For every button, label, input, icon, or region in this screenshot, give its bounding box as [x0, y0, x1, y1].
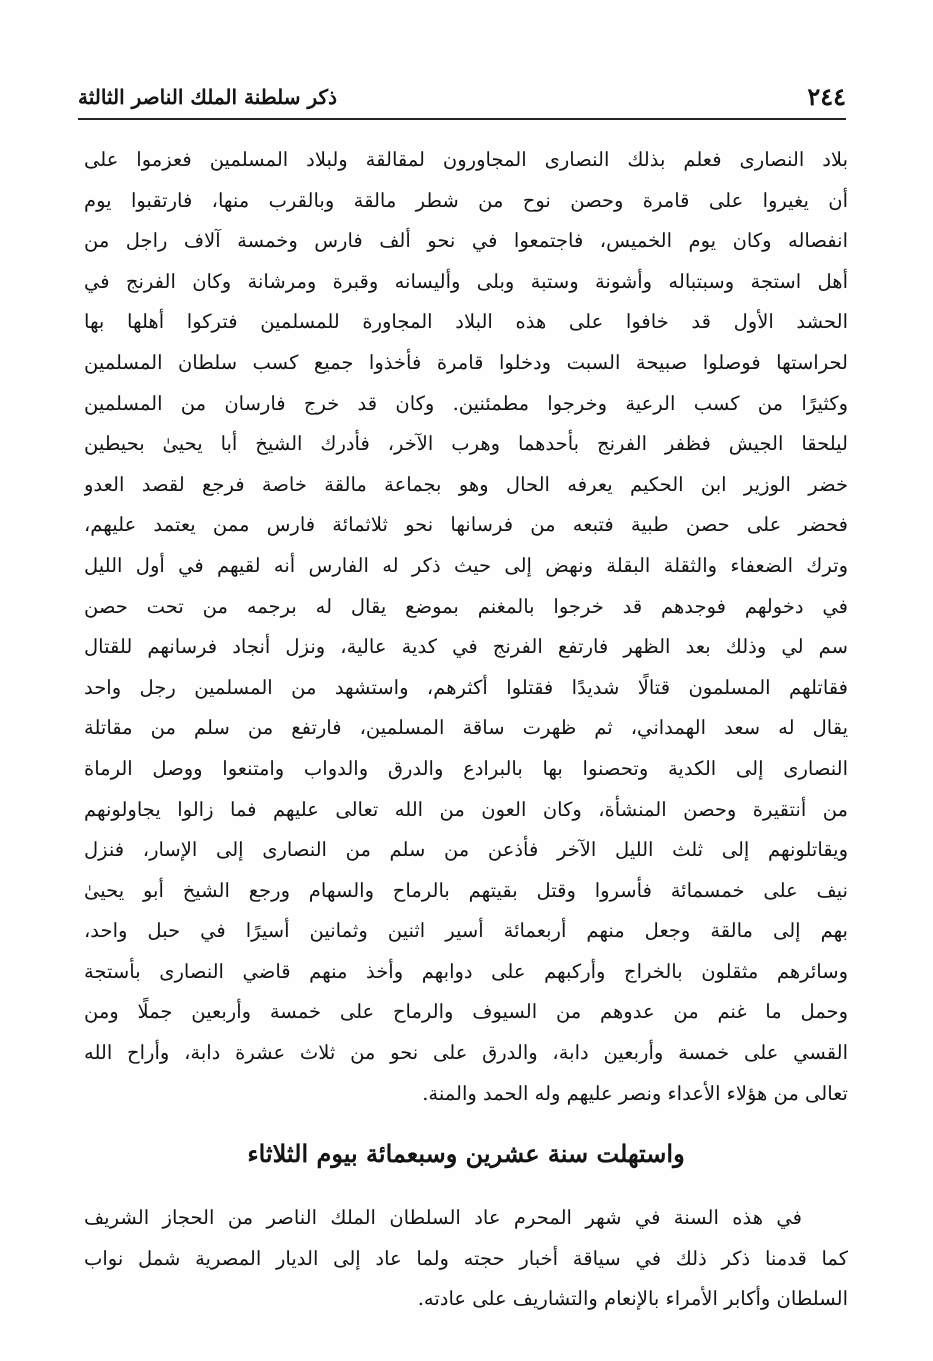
text-line: أهل استجة وسبتباله وأشونة وستبة وبلى وأليسانه وقبرة ومرشانة وكان الفرنج في: [84, 269, 848, 293]
text-line: في هذه السنة في شهر المحرم عاد السلطان الملك الناصر من الحجاز الشريف: [84, 1206, 802, 1229]
text-line: كما قدمنا ذكر ذلك في سياقة أخبار حجته ولما عاد إلى الديار المصرية شمل نواب: [84, 1246, 848, 1270]
page-number: ٢٤٤: [807, 82, 846, 111]
header-divider: [78, 118, 846, 120]
text-line: وسائرهم مثقلون بالخراج وأركبهم على دوابهم وأخذ منهم قاضي النصارى بأستجة: [84, 959, 848, 983]
text-line: وكثيرًا من كسب الرعية وخرجوا مطمئنين. وكان قد خرج فارسان من المسلمين: [84, 391, 848, 415]
text-line: أن يغيروا على قامرة وحصن نوح من شطر مالقة وبالقرب منها، فارتقبوا يوم: [84, 188, 848, 212]
text-line: من أنتقيرة وحصن المنشأة، وكان العون من الله تعالى عليهم فما زالوا يجاولونهم: [84, 797, 848, 821]
text-line: النصارى إلى الكدية وتحصنوا بها بالبرادع والدرق والدواب وامتنعوا ووصل الرماة: [84, 756, 848, 780]
main-paragraph: [84, 140, 848, 1114]
text-line: فقاتلهم المسلمون قتالًا شديدًا فقتلوا أكثرهم، واستشهد من المسلمين رجل واحد: [84, 675, 848, 699]
text-line: السلطان وأكابر الأمراء بالإنعام والتشاريف على عادته.: [417, 1287, 848, 1311]
section-heading: واستهلت سنة عشرين وسبعمائة بيوم الثلاثاء: [247, 1139, 685, 1168]
text-line: الحشد الأول قد خافوا على هذه البلاد المجاورة للمسلمين فتركوا أهلها بها: [84, 310, 848, 334]
text-line: القسي على خمسة وأربعين دابة، والدرق على نحو من ثلاث عشرة دابة، وأراح الله: [84, 1041, 848, 1065]
text-line: في دخولهم فوجدهم قد خرجوا بالمغنم بموضع يقال له برجمه من تحت حصن: [84, 594, 848, 618]
text-line: انفصاله وكان يوم الخميس، فاجتمعوا في نحو ألف فارس وخمسة آلاف راجل من: [84, 229, 848, 253]
text-line: وترك الضعفاء والثقلة البقلة ونهض إلى حيث ذكر له الفارس أنه لقيهم في أول الليل: [84, 553, 848, 577]
text-line: ليلحقا الجيش فظفر الفرنج بأحدهما وهرب الآخر، فأدرك الشيخ أبا يحيىٰ بحيطين: [84, 432, 848, 456]
text-line: وحمل ما غنم من عدوهم من السيوف والرماح على خمسة وأربعين جملًا ومن: [84, 1000, 848, 1024]
text-line: سم لي وذلك بعد الظهر فارتفع الفرنج في كدية عالية، ونزل أنجاد فرسانهم للقتال: [84, 635, 848, 659]
text-line: بلاد النصارى فعلم بذلك النصارى المجاورون لمقالقة ولبلاد المسلمين فعزموا على: [84, 148, 848, 171]
text-line: خضر الوزير ابن الحكيم يعرفه الحال وهو بجماعة مالقة خاصة فرجع لقصد العدو: [84, 472, 848, 496]
second-paragraph: [84, 1198, 848, 1320]
text-line: يقال له سعد الهمداني، ثم ظهرت ساقة المسلمين، فارتفع من سلم من مقاتلة: [84, 716, 848, 740]
text-line: تعالى من هؤلاء الأعداء ونصر عليهم وله الحمد والمنة.: [422, 1081, 848, 1105]
text-line: بهم إلى مالقة وجعل منهم أربعمائة أسير اثنين وثمانين أسيرًا في حبل واحد،: [84, 919, 848, 943]
running-header: [78, 80, 846, 114]
text-line: فحضر على حصن طبية فتبعه من فرسانها نحو ثلاثمائة فارس ممن يعتمد عليهم،: [84, 513, 848, 537]
text-line: ويقاتلونهم إلى ثلث الليل الآخر فأذعن من سلم من النصارى إلى الإسار، فنزل: [84, 838, 848, 862]
text-line: لحراستها فوصلوا صبيحة السبت ودخلوا قامرة فأخذوا جميع كسب سلطان المسلمين: [84, 350, 848, 374]
text-line: نيف على خمسمائة فأسروا وقتل بقيتهم بالرماح والسهام ورجع الشيخ أبو يحيىٰ: [84, 878, 848, 902]
running-title: ذكر سلطنة الملك الناصر الثالثة: [78, 85, 337, 109]
